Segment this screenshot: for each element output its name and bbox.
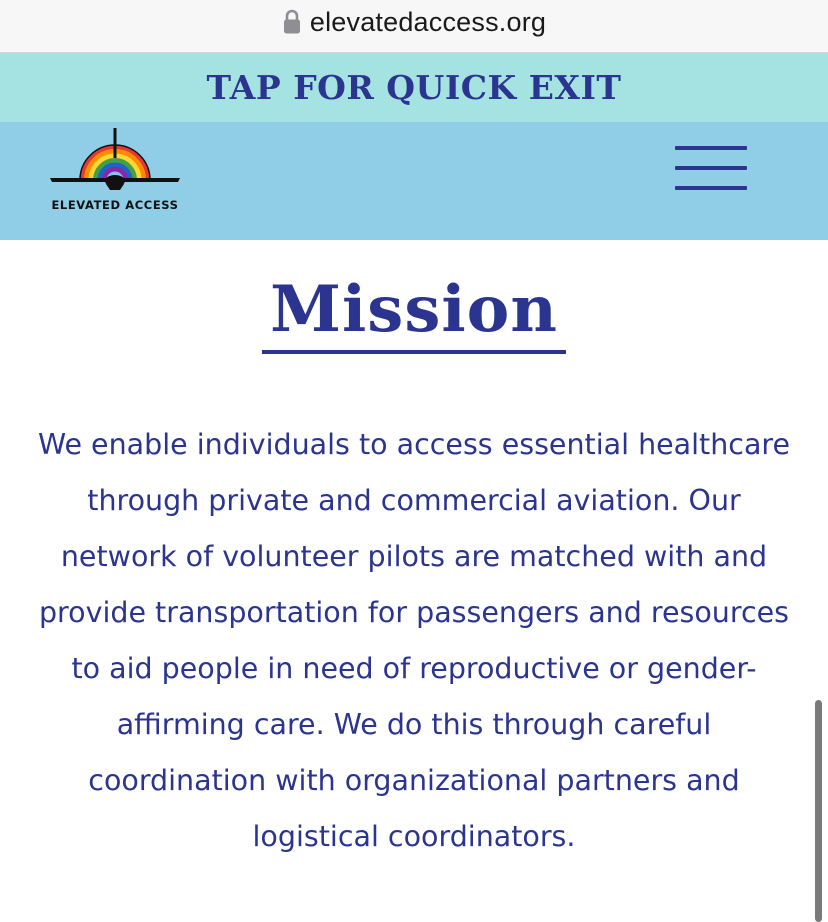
menu-line-middle	[675, 166, 747, 170]
lock-icon	[282, 9, 302, 35]
quick-exit-button[interactable]	[0, 53, 828, 122]
browser-url-bar[interactable]	[0, 0, 828, 53]
mission-heading	[0, 270, 828, 354]
rainbow-airplane-icon	[46, 126, 184, 196]
site-header	[0, 122, 828, 240]
url-text[interactable]: elevatedaccess.org	[309, 6, 547, 37]
hamburger-menu-icon[interactable]	[675, 146, 747, 190]
menu-line-bottom	[675, 186, 747, 190]
menu-line-top	[675, 146, 747, 150]
mission-heading-text[interactable]: Mission	[262, 270, 566, 354]
mission-statement: We enable individuals to access essential healthcare through private and commercial aviation. Our network of volunteer pilots are matched with and provide transportation for passengers and resources to aid people in need of reproductive or gender-affirming care. We do this through careful coordination with organizational partners and logistical coordinators.	[37, 428, 791, 853]
scrollbar[interactable]	[815, 700, 822, 922]
logo-text: ELEVATED ACCESS	[51, 198, 179, 212]
elevated-access-logo[interactable]	[46, 126, 184, 218]
quick-exit-label: TAP FOR QUICK EXIT	[206, 68, 622, 107]
